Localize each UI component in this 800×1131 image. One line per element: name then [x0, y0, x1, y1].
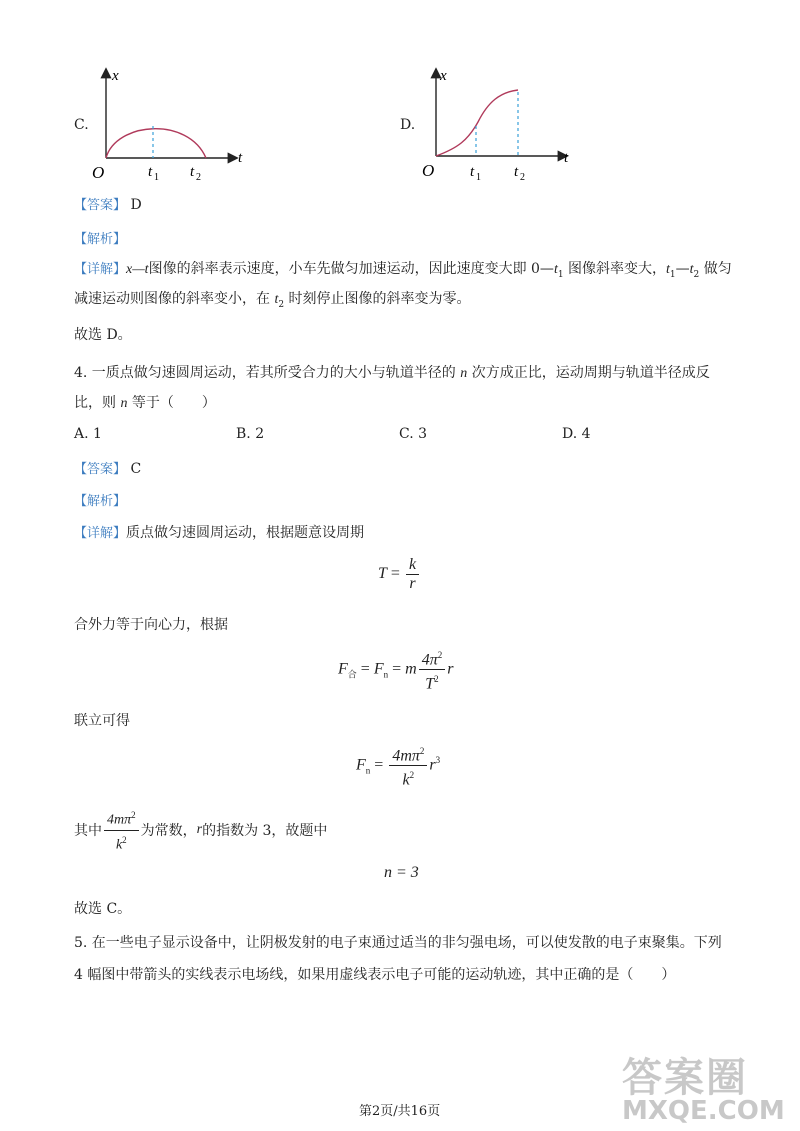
- detail-sub: 2: [278, 299, 285, 310]
- x-axis-label: t: [564, 150, 569, 166]
- q4-option-b: B. 2: [236, 426, 265, 442]
- equation-4: n = 3: [384, 864, 419, 881]
- eq-sign: =: [392, 660, 402, 678]
- eq-sup: 2: [409, 770, 415, 781]
- equation-1: [378, 556, 421, 593]
- detail-text: 质点做匀速圆周运动，根据题意设周期: [126, 525, 365, 541]
- detail-var: t: [666, 262, 670, 277]
- eq-symbol: T: [378, 565, 387, 583]
- eq-symbol: r: [447, 660, 454, 678]
- detail-var: t: [274, 292, 279, 307]
- q4-text4: [74, 806, 327, 854]
- q4-analysis-tag: 【解析】: [74, 494, 127, 509]
- text4-lead: 其中: [74, 823, 102, 840]
- inline-fraction: [104, 806, 139, 854]
- stem-var: n: [120, 396, 128, 411]
- t1-sub: 1: [154, 172, 159, 183]
- t2-label: t: [514, 164, 519, 180]
- q3-conclusion: 故选 D。: [74, 327, 132, 343]
- q4-text2: 合外力等于向心力，根据: [74, 617, 228, 633]
- detail-text: 图像的斜率表示速度，小车先做匀加速运动，因此速度变大即 0—: [148, 261, 554, 277]
- answer-tag: 【答案】: [74, 462, 127, 477]
- eq-symbol: m: [405, 660, 417, 678]
- q3-answer: [74, 194, 142, 213]
- eq-symbol: 4π: [421, 651, 438, 669]
- q3-detail-line2: [74, 288, 471, 310]
- detail-tag: 【详解】: [74, 526, 127, 541]
- q4-option-d: D. 4: [562, 426, 591, 442]
- eq-symbol: k: [402, 771, 410, 789]
- t2-label: t: [190, 164, 195, 180]
- watermark-logo: 答案圈: [622, 1055, 748, 1101]
- detail-text: 做匀: [699, 261, 732, 277]
- graph-d: [418, 62, 578, 186]
- eq-symbol: F: [338, 660, 348, 678]
- eq-symbol: r: [196, 822, 203, 838]
- fraction-numerator: [104, 806, 139, 831]
- eq-symbol: 4mπ: [392, 747, 420, 765]
- t2-sub: 2: [196, 172, 201, 183]
- detail-text: 时刻停止图像的斜率变为零。: [284, 291, 471, 307]
- graph-c: [88, 62, 258, 186]
- stem-var: n: [460, 366, 468, 381]
- detail-text: 减速运动则图像的斜率变小，在: [74, 291, 275, 307]
- origin-label: O: [422, 161, 435, 180]
- y-axis-label: x: [112, 68, 119, 84]
- fraction: [419, 646, 446, 694]
- x-axis-label: t: [238, 150, 243, 166]
- eq-symbol: 4mπ: [107, 812, 132, 828]
- q5-stem-line1: 5. 在一些电子显示设备中，让阴极发射的电子束通过适当的非匀强电场，可以使发散的电子束聚集。下列: [74, 935, 722, 951]
- eq-sup: 2: [437, 650, 443, 660]
- answer-value: D: [130, 197, 142, 213]
- fraction-denominator: [113, 831, 130, 855]
- q4-detail-line: [74, 522, 364, 542]
- detail-sub: 1: [557, 269, 564, 280]
- eq-sign: =: [390, 565, 400, 583]
- q4-option-a: A. 1: [74, 426, 102, 442]
- eq-symbol: F: [356, 756, 366, 774]
- detail-tag: 【详解】: [74, 262, 127, 277]
- stem-text: 4. 一质点做匀速圆周运动，若其所受合力的大小与轨道半径的: [74, 365, 461, 381]
- t1-label: t: [470, 164, 475, 180]
- eq-symbol: F: [373, 660, 384, 678]
- fraction: [406, 556, 419, 593]
- eq-sup: 2: [419, 746, 425, 756]
- text4-tail: 的指数为 3，故题中: [202, 823, 328, 840]
- detail-text: 图像斜率变大，: [563, 261, 667, 277]
- origin-label: O: [92, 163, 105, 182]
- fraction-numerator: [389, 742, 427, 766]
- q4-option-c: C. 3: [399, 426, 428, 442]
- watermark-site: MXQE.COM: [622, 1096, 785, 1126]
- detail-text: —: [675, 261, 690, 277]
- eq-symbol: T: [425, 675, 435, 693]
- answer-tag: 【答案】: [74, 198, 127, 213]
- stem-text: 比，则: [74, 395, 121, 411]
- fraction-denominator: r: [409, 575, 416, 592]
- fraction-numerator: [419, 646, 446, 670]
- q3-detail-line1: [74, 258, 732, 280]
- t1-sub: 1: [476, 172, 481, 183]
- q4-stem-line2: [74, 392, 216, 412]
- page-number: 第2页/共16页: [359, 1104, 441, 1119]
- fraction-denominator: [400, 766, 418, 789]
- fraction-denominator: [422, 670, 441, 693]
- y-axis-label: x: [440, 68, 447, 84]
- q3-analysis-tag: 【解析】: [74, 232, 127, 247]
- stem-text: 等于（ ）: [127, 395, 216, 411]
- eq-symbol: k: [115, 837, 123, 853]
- q5-stem-line2: 4 幅图中带箭头的实线表示电场线，如果用虚线表示电子可能的运动轨迹，其中正确的是（ ）: [74, 967, 676, 983]
- q4-conclusion: 故选 C。: [74, 901, 132, 917]
- equation-2: [338, 646, 453, 694]
- eq-sub: n: [383, 669, 389, 680]
- curve-d: [436, 90, 518, 156]
- eq-sub: n: [365, 765, 371, 776]
- stem-text: 次方成正比，运动周期与轨道半径成反: [467, 365, 710, 381]
- eq-sup: 2: [122, 834, 127, 845]
- eq-sign: =: [374, 756, 384, 774]
- eq-symbol: r: [429, 756, 436, 774]
- eq-sup: 3: [435, 755, 441, 766]
- equation-3: [356, 742, 440, 790]
- t1-label: t: [148, 164, 153, 180]
- eq-sup: 2: [434, 674, 439, 685]
- detail-sub: 2: [693, 269, 700, 280]
- option-d-label: D.: [400, 117, 416, 133]
- fraction-numerator: k: [406, 556, 419, 575]
- detail-var: x—t: [126, 262, 149, 277]
- detail-var: t: [689, 262, 694, 277]
- detail-var: t: [553, 262, 558, 277]
- q4-text3: 联立可得: [74, 713, 130, 729]
- q4-answer: [74, 458, 141, 477]
- curve-c: [106, 129, 206, 158]
- eq-sup: 2: [131, 810, 136, 820]
- eq-sign: =: [360, 660, 370, 678]
- fraction: [389, 742, 427, 790]
- detail-sub: 1: [669, 269, 676, 280]
- t2-sub: 2: [520, 172, 525, 183]
- text4-mid: 为常数，: [140, 823, 197, 840]
- answer-value: C: [130, 461, 142, 477]
- q4-stem-line1: [74, 362, 710, 382]
- eq-sub: 合: [347, 669, 357, 680]
- option-c-label: C.: [74, 117, 89, 133]
